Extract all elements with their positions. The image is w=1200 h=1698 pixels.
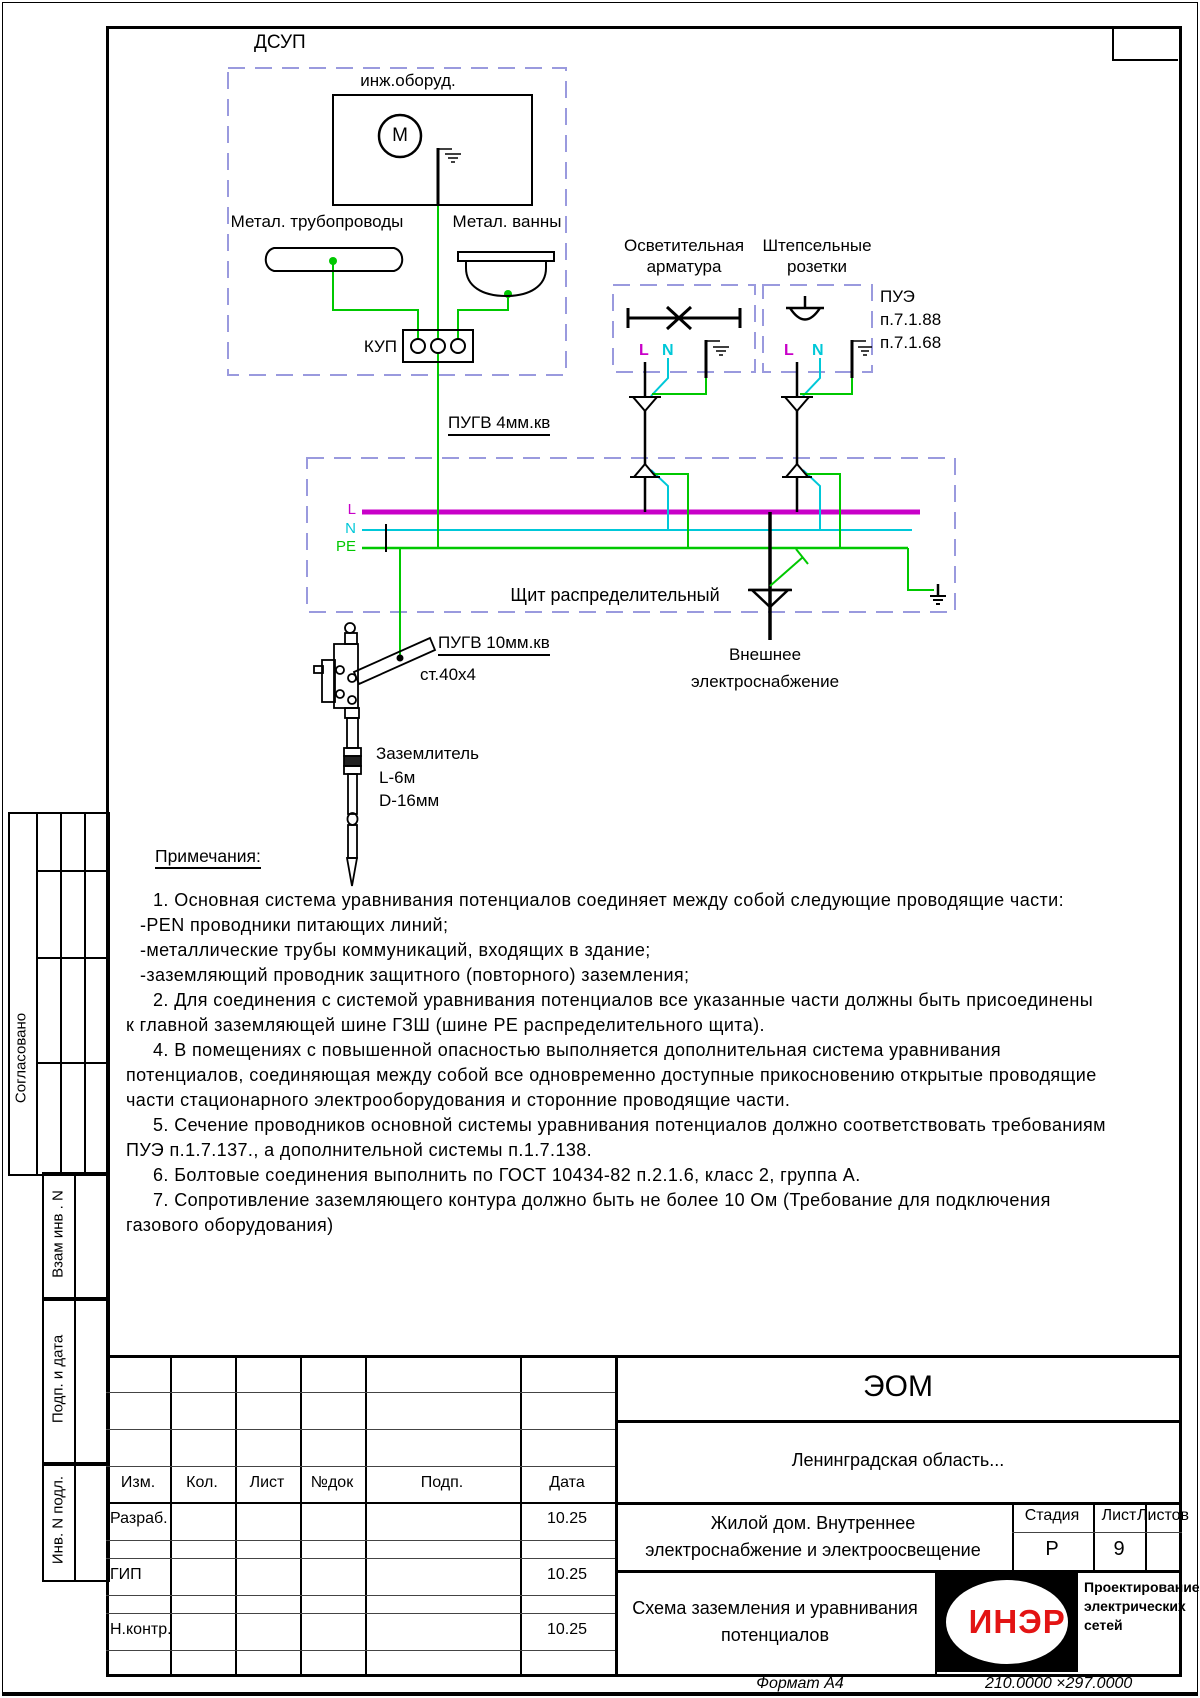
socket-symbol <box>786 296 824 320</box>
lighting-label-line1: Осветительная <box>623 236 745 255</box>
row-nkontr-role: Н.контр. <box>110 1621 172 1638</box>
titleblock-divider <box>615 1355 618 1674</box>
dsup-label: ДСУП <box>254 32 306 53</box>
pue-point1: п.7.1.88 <box>880 310 942 329</box>
lighting-l-label: L <box>639 342 649 359</box>
stage-value: Р <box>1045 1538 1059 1560</box>
pugv10-label: ПУГВ 10мм.кв <box>438 633 550 656</box>
note-line: -PEN проводники питающих линий; <box>140 915 449 935</box>
col-list: Лист <box>249 1474 285 1491</box>
motor-letter: М <box>392 125 408 146</box>
note-line: части стационарного электрооборудования и сторонние проводящие части. <box>126 1090 791 1110</box>
sidebar-label-inv: Инв. N подл. <box>49 1475 67 1565</box>
motor-ground-symbol <box>438 148 461 205</box>
bus-n-label: N <box>345 520 356 537</box>
ext-supply-label-line1: Внешнее <box>728 645 802 664</box>
equipment-box <box>333 95 532 205</box>
note-line: -заземляющий проводник защитного (повторного) заземления; <box>140 965 690 985</box>
note-line: 5. Сечение проводников основной системы уравнивания потенциалов должно соответствовать требованиям <box>153 1115 1106 1135</box>
sidebar-label-podp: Подп. и дата <box>49 1334 67 1424</box>
col-data: Дата <box>549 1474 585 1491</box>
lighting-boundary-box <box>613 285 755 372</box>
object-name-line1: Жилой дом. Внутреннее <box>710 1513 916 1533</box>
sidebar-label-vzam: Взам инв . N <box>49 1190 67 1278</box>
bus-l-label: L <box>347 501 356 518</box>
board-label: Щит распределительный <box>510 585 720 605</box>
note-line: -металлические трубы коммуникаций, входящих в здание; <box>140 940 651 960</box>
note-line: газового оборудования) <box>126 1215 334 1235</box>
row-razrab-role: Разраб. <box>110 1510 168 1527</box>
rod-label-line2: L-6м <box>379 768 416 787</box>
project-name: Ленинградская область... <box>791 1450 1005 1470</box>
bathtub-symbol <box>458 252 554 296</box>
row-gip-date: 10.25 <box>546 1566 588 1583</box>
logo-caption-line3: сетей <box>1084 1617 1123 1633</box>
logo-text: ИНЭР <box>968 1603 1066 1640</box>
row-nkontr-date: 10.25 <box>546 1621 588 1638</box>
note-line: 4. В помещениях с повышенной опасностью выполняется дополнительная система уравнивания <box>153 1040 1002 1060</box>
logo-caption-line1: Проектирование <box>1084 1579 1200 1595</box>
pugv4-label: ПУГВ 4мм.кв <box>448 413 550 436</box>
sockets-label-line2: розетки <box>787 257 847 276</box>
note-line: 2. Для соединения с системой уравнивания потенциалов все указанные части должны быть присоединены <box>153 990 1094 1010</box>
notes-title: Примечания: <box>155 846 261 869</box>
note-line: потенциалов, соединяющая между собой все одновременно доступные прикосновению открытые проводящие <box>126 1065 1097 1085</box>
socket-n-label: N <box>812 342 824 359</box>
pipes-label: Метал. трубопроводы <box>230 212 404 231</box>
rod-label-line3: D-16мм <box>379 791 440 810</box>
pen-split-symbol <box>770 549 808 586</box>
kup-terminal-3 <box>451 339 465 353</box>
note-line: 1. Основная система уравнивания потенциалов соединяет между собой следующие проводящие части: <box>153 890 1065 910</box>
lighting-n-label: N <box>662 342 674 359</box>
lamp-symbol <box>628 307 740 329</box>
col-ndok: №док <box>310 1474 354 1491</box>
kup-label: КУП <box>363 337 397 356</box>
note-line: к главной заземляющей шине ГЗШ (шине PE распределительного щита). <box>126 1015 765 1035</box>
logo-caption <box>1084 1578 1200 1635</box>
row-razrab-date: 10.25 <box>546 1510 588 1527</box>
sheet-value: 9 <box>1113 1538 1125 1560</box>
doc-code: ЭОМ <box>863 1370 933 1403</box>
note-line: 7. Сопротивление заземляющего контура должно быть не более 10 Ом (Требование для подключения <box>153 1190 1051 1210</box>
socket-l-label: L <box>784 342 794 359</box>
sockets-label-line1: Штепсельные <box>762 236 872 255</box>
bonding-wires <box>329 205 512 548</box>
stage-label: Стадия <box>1024 1507 1080 1524</box>
bus-pe-label: PE <box>335 538 356 555</box>
col-izm: Изм. <box>120 1474 156 1491</box>
lighting-label-line2: арматура <box>646 257 722 276</box>
kup-terminal-1 <box>411 339 425 353</box>
object-name-line2: электроснабжение и электроосвещение <box>645 1540 981 1560</box>
baths-label: Метал. ванны <box>452 212 562 231</box>
external-supply-line <box>748 512 808 640</box>
sidebar-label-agreed: Согласовано <box>12 1012 30 1104</box>
strip-label: ст.40х4 <box>420 665 476 684</box>
rod-label-line1: Заземлитель <box>376 744 479 763</box>
board-ground-symbol <box>908 548 946 604</box>
eng-equip-label: инж.оборуд. <box>360 71 456 90</box>
size-label: 210.0000 ×297.0000 <box>985 1675 1133 1692</box>
col-kol: Кол. <box>186 1474 218 1491</box>
note-line: ПУЭ п.1.7.137., а дополнительной системы п.1.7.138. <box>126 1140 593 1160</box>
pue-label: ПУЭ <box>880 287 915 306</box>
company-logo <box>937 1572 1078 1672</box>
format-label: Формат А4 <box>756 1675 844 1692</box>
row-gip-role: ГИП <box>110 1566 142 1583</box>
kup-terminal-2 <box>431 339 445 353</box>
pue-point2: п.7.1.68 <box>880 333 942 352</box>
sheet-title-line2: потенциалов <box>720 1625 830 1645</box>
col-podp: Подп. <box>420 1474 464 1491</box>
ground-rod-clamp <box>314 623 358 708</box>
sheet-title-line1: Схема заземления и уравнивания <box>632 1598 918 1618</box>
logo-caption-line2: электрических <box>1084 1598 1186 1614</box>
ground-rod <box>344 708 361 886</box>
titleblock-top-border <box>106 1355 1182 1358</box>
sheet-label: Лист <box>1101 1507 1137 1524</box>
ext-supply-label-line2: электроснабжение <box>690 672 840 691</box>
sheets-label: Листов <box>1137 1507 1189 1524</box>
note-line: 6. Болтовые соединения выполнить по ГОСТ 10434-82 п.2.1.6, класс 2, группа А. <box>153 1165 861 1185</box>
